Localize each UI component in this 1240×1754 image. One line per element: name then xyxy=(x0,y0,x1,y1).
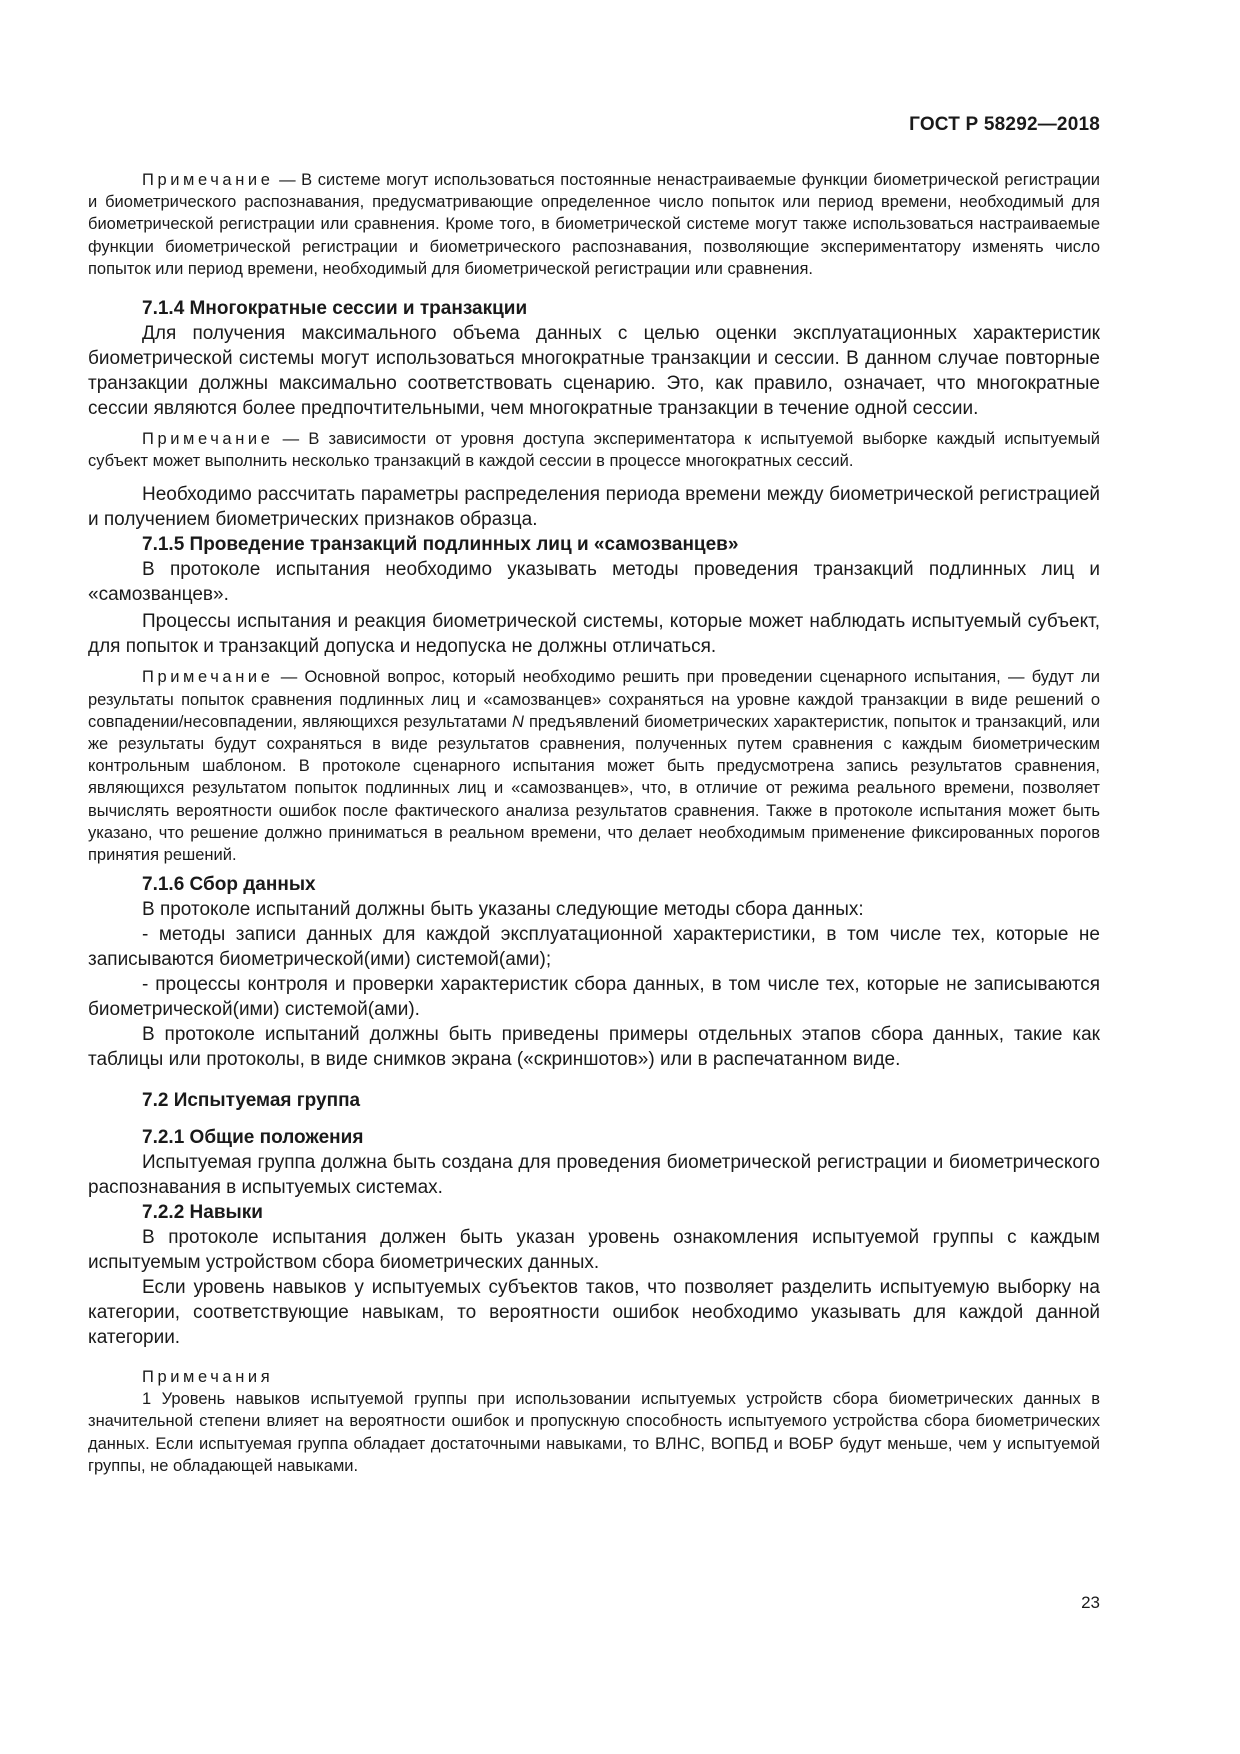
paragraph: В протоколе испытаний должны быть указаны следующие методы сбора данных: xyxy=(142,899,864,921)
note-text: — Основной вопрос, который необходимо решить при проведении сценарного испытания, — будут ли результаты попыток сравнения подлинных лиц и «самозванцев» сохраняться на уровне каждой транзакции в виде решений о совпадении/несовпадении, являющихся результатами xyxy=(88,668,1100,731)
note xyxy=(88,428,1100,472)
note-label: Примечание xyxy=(142,430,274,449)
list-item: - методы записи данных для каждой эксплуатационной характеристики, в том числе тех, которые не записываются биометрической(ими) системой(ами); xyxy=(88,924,1100,971)
list-item: - процессы контроля и проверки характеристик сбора данных, в том числе тех, которые не записываются биометрической(ими) системой(ами). xyxy=(88,974,1100,1021)
paragraph: Если уровень навыков у испытуемых субъектов таков, что позволяет разделить испытуемую выборку на категории, соответствующие навыкам, то вероятности ошибок необходимо указывать для каждой данной категории. xyxy=(88,1277,1100,1349)
note-label: Примечание xyxy=(142,668,274,687)
section-heading-7-1-5: 7.1.5 Проведение транзакций подлинных лиц и «самозванцев» xyxy=(142,534,739,556)
note-italic-n: N xyxy=(512,712,524,731)
document-code: ГОСТ Р 58292—2018 xyxy=(909,114,1100,135)
section-heading-7-2-2: 7.2.2 Навыки xyxy=(142,1202,263,1224)
section-heading-7-2: 7.2 Испытуемая группа xyxy=(142,1090,361,1112)
note-label: Примечание xyxy=(142,171,274,189)
page-content xyxy=(88,169,1100,1477)
paragraph: В протоколе испытания необходимо указывать методы проведения транзакций подлинных лиц и «самозванцев». xyxy=(88,559,1100,606)
section-heading-7-1-6: 7.1.6 Сбор данных xyxy=(142,874,316,896)
section-heading-7-1-4: 7.1.4 Многократные сессии и транзакции xyxy=(142,298,528,320)
note xyxy=(88,666,1100,866)
note xyxy=(88,169,1100,280)
paragraph: В протоколе испытаний должны быть приведены примеры отдельных этапов сбора данных, такие как таблицы или протоколы, в виде снимков экрана («скриншотов») или в распечатанном виде. xyxy=(88,1024,1100,1071)
section-heading-7-2-1: 7.2.1 Общие положения xyxy=(142,1127,364,1149)
note-text: — В системе могут использоваться постоянные ненастраиваемые функции биометрической регистрации и биометрического распознавания, предусматривающие определенное число попыток или период времени, необходимый для биометрической регистрации или сравнения. Кроме того, в биометрической системе могут также использоваться настраиваемые функции биометрической регистрации и биометрического распознавания, позволяющие экспериментатору изменять число попыток или период времени, необходимый для биометрической регистрации или сравнения. xyxy=(88,171,1100,278)
note-item: 1 Уровень навыков испытуемой группы при использовании испытуемых устройств сбора биометрических данных в значительной степени влияет на вероятности ошибок и пропускную способность испытуемого устройства сбора биометрических данных. Если испытуемая группа обладает достаточными навыками, то ВЛНС, ВОПБД и ВОБР будут меньше, чем у испытуемой группы, не обладающей навыками. xyxy=(88,1390,1100,1475)
paragraph: В протоколе испытания должен быть указан уровень ознакомления испытуемой группы с каждым испытуемым устройством сбора биометрических данных. xyxy=(88,1227,1100,1274)
page-number: 23 xyxy=(1081,1593,1100,1612)
paragraph: Для получения максимального объема данных с целью оценки эксплуатационных характеристик биометрической системы могут использоваться многократные транзакции и сессии. В данном случае повторные транзакции должны максимально соответствовать сценарию. Это, как правило, означает, что многократные сессии являются более предпочтительными, чем многократные транзакции в течение одной сессии. xyxy=(88,323,1100,420)
paragraph: Испытуемая группа должна быть создана для проведения биометрической регистрации и биометрического распознавания в испытуемых системах. xyxy=(88,1152,1100,1199)
note-text: предъявлений биометрических характеристик, попыток и транзакций, или же результаты будут сохраняться в виде результатов сравнения, полученных путем сравнения с каждым биометрическим контрольным шаблоном. В протоколе сценарного испытания может быть предусмотрена запись результатов сравнения, являющихся результатом попыток подлинных лиц и «самозванцев», что, в отличие от режима реального времени, позволяет вычислять вероятности ошибок после фактического анализа результатов сравнения. Также в протоколе испытания может быть указано, что решение должно приниматься в реальном времени, что делает необходимым применение фиксированных порогов принятия решений. xyxy=(88,712,1100,865)
notes-heading: Примечания xyxy=(142,1368,274,1387)
paragraph: Необходимо рассчитать параметры распределения периода времени между биометрической регистрацией и получением биометрических признаков образца. xyxy=(88,484,1100,531)
paragraph: Процессы испытания и реакция биометрической системы, которые может наблюдать испытуемый субъект, для попыток и транзакций допуска и недопуска не должны отличаться. xyxy=(88,611,1100,658)
note-text: — В зависимости от уровня доступа экспериментатора к испытуемой выборке каждый испытуемый субъект может выполнить несколько транзакций в каждой сессии в процессе многократных сессий. xyxy=(88,430,1100,471)
